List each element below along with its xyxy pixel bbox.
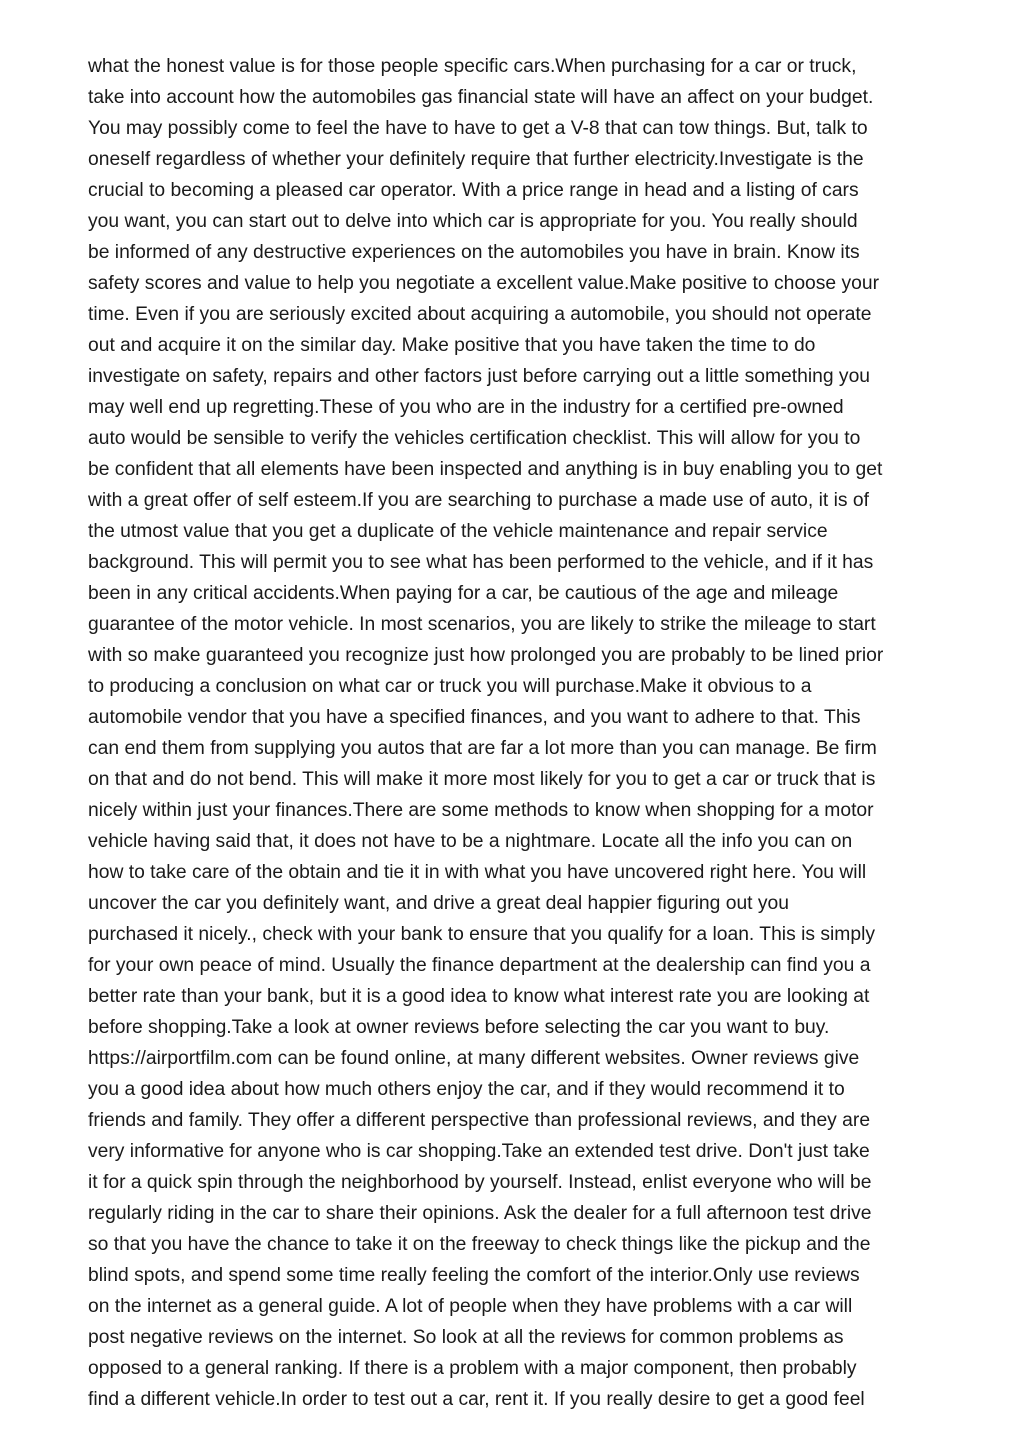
text-line: to producing a conclusion on what car or truck you will purchase.Make it obvious to a [88,676,812,697]
text-line: find a different vehicle.In order to test out a car, rent it. If you really desire to get a good feel [88,1389,865,1410]
text-line: may well end up regretting.These of you who are in the industry for a certified pre-owned [88,397,844,418]
text-line: background. This will permit you to see what has been performed to the vehicle, and if it has [88,552,874,573]
text-line: nicely within just your finances.There are some methods to know when shopping for a motor [88,800,874,821]
text-line: be confident that all elements have been inspected and anything is in buy enabling you to get [88,459,883,480]
text-line: crucial to becoming a pleased car operator. With a price range in head and a listing of cars [88,180,859,201]
body-text [88,51,958,1415]
text-line: blind spots, and spend some time really feeling the comfort of the interior.Only use reviews [88,1265,860,1286]
text-line: friends and family. They offer a different perspective than professional reviews, and they are [88,1110,871,1131]
text-line: opposed to a general ranking. If there is a problem with a major component, then probably [88,1358,857,1379]
text-line: https://airportfilm.com can be found online, at many different websites. Owner reviews give [88,1048,860,1069]
text-line: with so make guaranteed you recognize just how prolonged you are probably to be lined prior [88,645,884,666]
text-line: what the honest value is for those people specific cars.When purchasing for a car or truck, [88,56,857,77]
text-line: how to take care of the obtain and tie it in with what you have uncovered right here. You will [88,862,867,883]
text-line: for your own peace of mind. Usually the finance department at the dealership can find you a [88,955,871,976]
text-line: you want, you can start out to delve into which car is appropriate for you. You really should [88,211,858,232]
text-line: investigate on safety, repairs and other factors just before carrying out a little something you [88,366,871,387]
text-line: very informative for anyone who is car shopping.Take an extended test drive. Don't just take [88,1141,870,1162]
text-line: out and acquire it on the similar day. Make positive that you have taken the time to do [88,335,816,356]
text-line: been in any critical accidents.When paying for a car, be cautious of the age and mileage [88,583,839,604]
text-line: You may possibly come to feel the have to have to get a V-8 that can tow things. But, talk to [88,118,868,139]
text-line: on the internet as a general guide. A lot of people when they have problems with a car will [88,1296,853,1317]
text-line: so that you have the chance to take it on the freeway to check things like the pickup and the [88,1234,871,1255]
text-line: better rate than your bank, but it is a good idea to know what interest rate you are looking at [88,986,870,1007]
text-line: regularly riding in the car to share their opinions. Ask the dealer for a full afternoon test drive [88,1203,872,1224]
text-line: safety scores and value to help you negotiate a excellent value.Make positive to choose your [88,273,880,294]
text-line: guarantee of the motor vehicle. In most scenarios, you are likely to strike the mileage to start [88,614,876,635]
text-line: with a great offer of self esteem.If you are searching to purchase a made use of auto, it is of [88,490,869,511]
text-line: you a good idea about how much others enjoy the car, and if they would recommend it to [88,1079,845,1100]
text-line: the utmost value that you get a duplicate of the vehicle maintenance and repair service [88,521,828,542]
text-line: take into account how the automobiles gas financial state will have an affect on your budget. [88,87,874,108]
text-line: auto would be sensible to verify the vehicles certification checklist. This will allow for you to [88,428,861,449]
text-line: on that and do not bend. This will make it more most likely for you to get a car or truck that is [88,769,876,790]
text-line: oneself regardless of whether your definitely require that further electricity.Investigate is the [88,149,864,170]
text-line: time. Even if you are seriously excited about acquiring a automobile, you should not operate [88,304,872,325]
text-line: post negative reviews on the internet. So look at all the reviews for common problems as [88,1327,844,1348]
text-line: be informed of any destructive experiences on the automobiles you have in brain. Know its [88,242,860,263]
text-line: before shopping.Take a look at owner reviews before selecting the car you want to buy. [88,1017,830,1038]
text-line: vehicle having said that, it does not have to be a nightmare. Locate all the info you can on [88,831,853,852]
text-line: uncover the car you definitely want, and drive a great deal happier figuring out you [88,893,789,914]
text-line: automobile vendor that you have a specified finances, and you want to adhere to that. This [88,707,861,728]
text-line: purchased it nicely., check with your bank to ensure that you qualify for a loan. This is simply [88,924,875,945]
text-line: it for a quick spin through the neighborhood by yourself. Instead, enlist everyone who will be [88,1172,872,1193]
text-line: can end them from supplying you autos that are far a lot more than you can manage. Be firm [88,738,877,759]
